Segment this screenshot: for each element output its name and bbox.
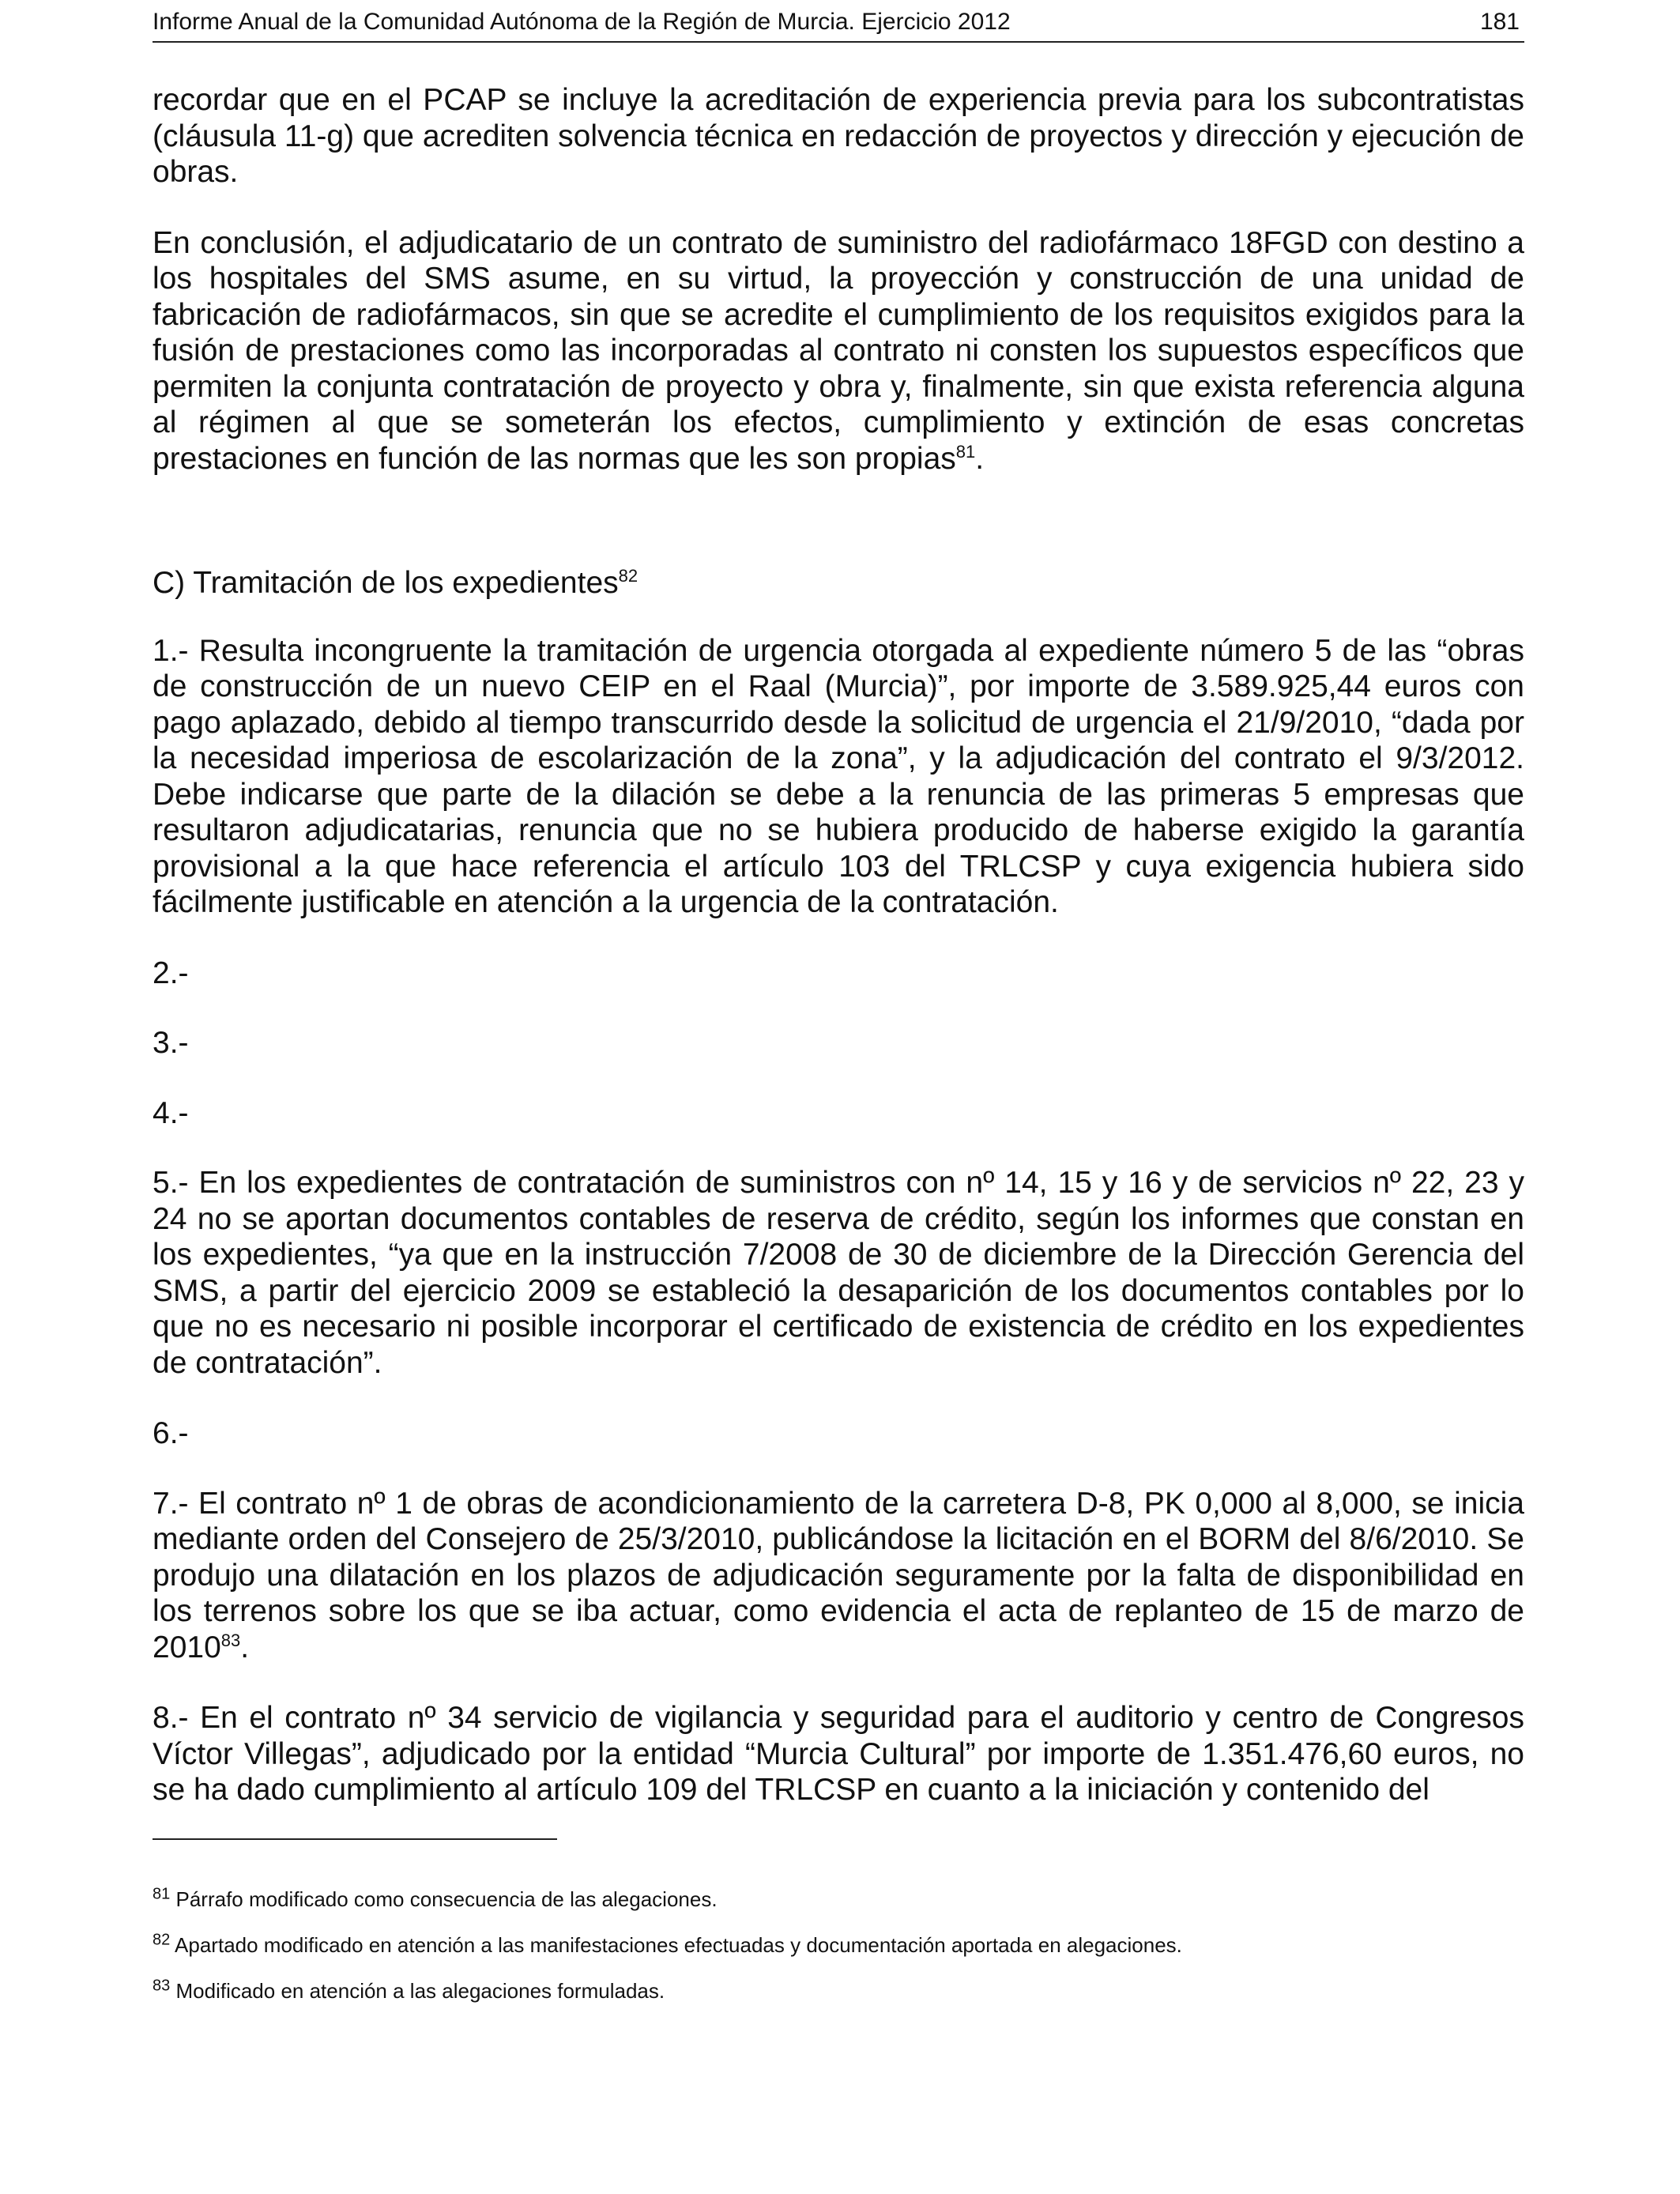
footnote-ref-81[interactable]: 81 bbox=[955, 441, 976, 462]
list-item-5: 5.- En los expedientes de contratación de suministros con nº 14, 15 y 16 y de servicios nº 22, 23 y 24 no se aportan documentos contables de reserva de crédito, según los informes que constan en los expedientes, “ya que en la instrucción 7/2008 de 30 de diciembre de la Dirección Gerencia del SMS, a partir del ejercicio 2009 se estableció la desaparición de los documentos contables por lo que no es necesario ni posible incorporar el certificado de existencia de crédito en los expedientes de contratación”. bbox=[153, 1166, 1524, 1380]
footnotes bbox=[153, 1886, 1524, 2023]
footnote-text: Párrafo modificado como consecuencia de las alegaciones. bbox=[175, 1887, 718, 1911]
list-item-7: 7.- El contrato nº 1 de obras de acondicionamiento de la carretera D-8, PK 0,000 al 8,000, se inicia mediante orden del Consejero de 25/3/2010, publicándose la licitación en el BORM del 8/6/2010. Se produjo una dilatación en los plazos de adjudicación seguramente por la falta de disponibilidad en los terrenos sobre los que se iba actuar, como evidencia el acta de replanteo de 15 de marzo de 2010$^{83}$. bbox=[153, 1486, 1524, 1664]
list-item-8: 8.- En el contrato nº 34 servicio de vigilancia y seguridad para el auditorio y centro de Congresos Víctor Villegas”, adjudicado por la entidad “Murcia Cultural” por importe de 1.351.476,60 euros, no se ha dado cumplimiento al artículo 109 del TRLCSP en cuanto a la iniciación y contenido del bbox=[153, 1701, 1524, 1807]
header-title: Informe Anual de la Comunidad Autónoma de la Región de Murcia. Ejercicio 2012 bbox=[153, 9, 1011, 35]
section-heading: C) Tramitación de los expedientes$^{82}$ bbox=[153, 566, 638, 600]
footnote-number: 83 bbox=[153, 1977, 171, 1995]
footnote-82 bbox=[153, 1932, 1524, 1958]
footnote-ref-82[interactable]: 82 bbox=[618, 566, 638, 586]
footnote-separator bbox=[153, 1838, 557, 1840]
paragraph-pcap: recordar que en el PCAP se incluye la acreditación de experiencia previa para los subcontratistas (cláusula 11-g) que acrediten solvencia técnica en redacción de proyectos y dirección y ejecución de obras. bbox=[153, 83, 1524, 189]
list-item-4: 4.- bbox=[153, 1095, 189, 1130]
document-body bbox=[153, 82, 1524, 1843]
paragraph-conclusion: En conclusión, el adjudicatario de un contrato de suministro del radiofármaco 18FGD con destino a los hospitales del SMS asume, en su virtud, la proyección y construcción de una unidad de fabricación de radiofármacos, sin que se acredite el cumplimiento de los requisitos exigidos para la fusión de prestaciones como las incorporadas al contrato ni consten los supuestos específicos que permiten la conjunta contratación de proyecto y obra y, finalmente, sin que exista referencia alguna al régimen al que se someterán los efectos, cumplimiento y extinción de esas concretas prestaciones en función de las normas que les son propias$^{81}$. bbox=[153, 225, 1524, 476]
footnote-number: 81 bbox=[153, 1885, 171, 1903]
footnote-number: 82 bbox=[153, 1931, 171, 1949]
list-item-2: 2.- bbox=[153, 956, 189, 990]
footnote-83 bbox=[153, 1977, 1524, 2004]
list-item-3: 3.- bbox=[153, 1026, 189, 1060]
page-header bbox=[153, 6, 1524, 43]
footnote-81 bbox=[153, 1886, 1524, 1913]
footnote-ref-83[interactable]: 83 bbox=[220, 1630, 241, 1650]
footnote-text: Modificado en atención a las alegaciones formuladas. bbox=[175, 1979, 665, 2003]
footnote-text: Apartado modificado en atención a las manifestaciones efectuadas y documentación aportada en alegaciones. bbox=[175, 1933, 1182, 1957]
page-number: 181 bbox=[1479, 9, 1520, 35]
list-item-1: 1.- Resulta incongruente la tramitación de urgencia otorgada al expediente número 5 de las “obras de construcción de un nuevo CEIP en el Raal (Murcia)”, por importe de 3.589.925,44 euros con pago aplazado, debido al tiempo transcurrido desde la solicitud de urgencia el 21/9/2010, “dada por la necesidad imperiosa de escolarización de la zona”, y la adjudicación del contrato el 9/3/2012. Debe indicarse que parte de la dilación se debe a la renuncia de las primeras 5 empresas que resultaron adjudicatarias, renuncia que no se hubiera producido de haberse exigido la garantía provisional a la que hace referencia el artículo 103 del TRLCSP y cuya exigencia hubiera sido fácilmente justificable en atención a la urgencia de la contratación. bbox=[153, 633, 1524, 919]
list-item-6: 6.- bbox=[153, 1416, 189, 1450]
